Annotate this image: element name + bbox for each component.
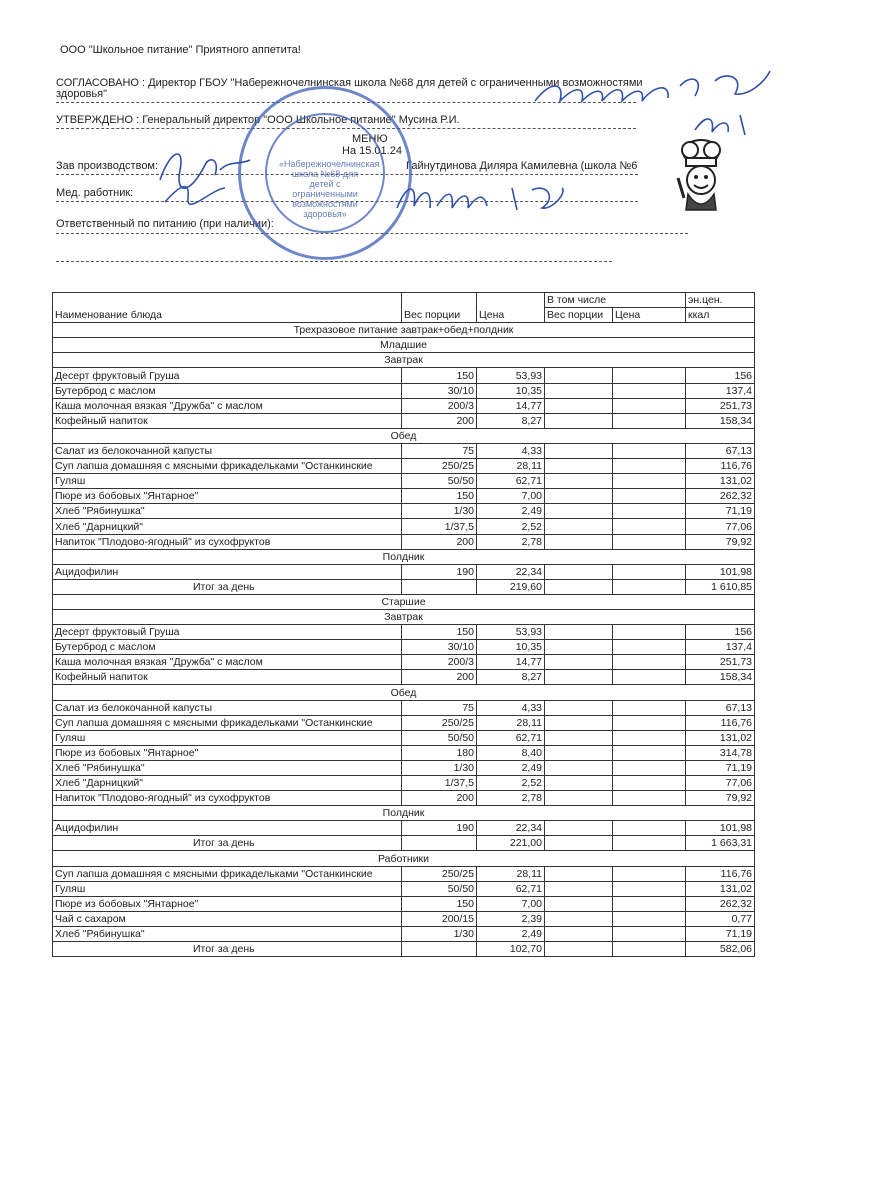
sub-weight-cell — [545, 413, 613, 428]
sub-price-cell — [613, 640, 686, 655]
dish-energy: 67,13 — [686, 443, 755, 458]
dish-energy: 156 — [686, 625, 755, 640]
medic-label: Мед. работник: — [56, 187, 134, 199]
sub-price-cell — [613, 398, 686, 413]
table-row — [53, 474, 755, 489]
dish-name: Хлеб "Рябинушка" — [53, 926, 402, 941]
dish-energy: 71,19 — [686, 760, 755, 775]
agreed-line: СОГЛАСОВАНО : Директор ГБОУ "Набережночелнинская школа №68 для детей с ограниченными возможностями — [56, 77, 643, 89]
production-label: Зав производством: — [56, 160, 159, 172]
dish-price: 7,00 — [477, 896, 545, 911]
sub-weight-cell — [545, 640, 613, 655]
sub-price-cell — [613, 579, 686, 594]
table-row — [53, 504, 755, 519]
signature-production — [150, 140, 260, 210]
dish-weight: 200/3 — [402, 655, 477, 670]
dish-weight: 30/10 — [402, 640, 477, 655]
dish-price: 28,11 — [477, 866, 545, 881]
agreed-line-cont: здоровья" — [56, 88, 108, 100]
sub-weight-cell — [545, 715, 613, 730]
dish-energy: 116,76 — [686, 715, 755, 730]
dish-name: Пюре из бобовых "Янтарное" — [53, 896, 402, 911]
dish-name: Ацидофилин — [53, 821, 402, 836]
dish-name: Десерт фруктовый Груша — [53, 625, 402, 640]
dish-name: Кофейный напиток — [53, 670, 402, 685]
sub-weight-cell — [545, 443, 613, 458]
menu-date: На 15.01.24 — [342, 145, 402, 157]
dish-price: 62,71 — [477, 730, 545, 745]
header-price: Цена — [477, 293, 545, 323]
dish-price: 2,52 — [477, 776, 545, 791]
dish-price: 2,49 — [477, 760, 545, 775]
dish-price: 7,00 — [477, 489, 545, 504]
dish-name: Пюре из бобовых "Янтарное" — [53, 745, 402, 760]
sub-weight-cell — [545, 504, 613, 519]
sub-price-cell — [613, 791, 686, 806]
dish-name: Гуляш — [53, 730, 402, 745]
sub-price-cell — [613, 821, 686, 836]
dish-weight: 150 — [402, 368, 477, 383]
dish-name: Десерт фруктовый Груша — [53, 368, 402, 383]
sub-price-cell — [613, 776, 686, 791]
dish-weight: 250/25 — [402, 459, 477, 474]
total-row — [53, 942, 755, 957]
table-row — [53, 896, 755, 911]
section-row — [53, 851, 755, 866]
dish-weight: 250/25 — [402, 715, 477, 730]
dish-weight: 200 — [402, 791, 477, 806]
dish-name: Каша молочная вязкая "Дружба" с маслом — [53, 398, 402, 413]
dish-price: 14,77 — [477, 655, 545, 670]
divider — [56, 261, 612, 262]
dish-weight: 50/50 — [402, 881, 477, 896]
table-row — [53, 398, 755, 413]
table-row — [53, 866, 755, 881]
dish-energy: 251,73 — [686, 398, 755, 413]
section-title: Работники — [53, 851, 755, 866]
dish-price: 28,11 — [477, 459, 545, 474]
sub-price-cell — [613, 368, 686, 383]
dish-energy: 262,32 — [686, 489, 755, 504]
dish-energy: 79,92 — [686, 791, 755, 806]
section-row — [53, 594, 755, 609]
table-row — [53, 368, 755, 383]
table-row — [53, 791, 755, 806]
sub-weight-cell — [545, 474, 613, 489]
dish-price: 53,93 — [477, 625, 545, 640]
sub-price-cell — [613, 625, 686, 640]
dish-price: 2,49 — [477, 504, 545, 519]
dish-weight: 1/37,5 — [402, 519, 477, 534]
header-energy-1: эн.цен. — [686, 293, 755, 308]
table-row — [53, 760, 755, 775]
section-row — [53, 806, 755, 821]
dish-weight: 200/3 — [402, 398, 477, 413]
total-weight — [402, 836, 477, 851]
table-row — [53, 911, 755, 926]
sub-weight-cell — [545, 760, 613, 775]
dish-weight: 200/15 — [402, 911, 477, 926]
table-row — [53, 640, 755, 655]
total-energy: 582,06 — [686, 942, 755, 957]
dish-price: 4,33 — [477, 443, 545, 458]
dish-weight: 180 — [402, 745, 477, 760]
sub-price-cell — [613, 459, 686, 474]
dish-name: Бутерброд с маслом — [53, 383, 402, 398]
dish-weight: 50/50 — [402, 730, 477, 745]
header-weight: Вес порции — [402, 293, 477, 323]
dish-weight: 190 — [402, 821, 477, 836]
table-row — [53, 519, 755, 534]
sub-weight-cell — [545, 564, 613, 579]
dish-weight: 200 — [402, 534, 477, 549]
sub-price-cell — [613, 881, 686, 896]
dish-name: Суп лапша домашняя с мясными фрикадельками "Останкинские — [53, 459, 402, 474]
dish-energy: 156 — [686, 368, 755, 383]
dish-price: 22,34 — [477, 564, 545, 579]
sub-weight-cell — [545, 489, 613, 504]
company-line: ООО "Школьное питание" Приятного аппетита! — [60, 44, 301, 56]
dish-name: Гуляш — [53, 881, 402, 896]
total-label: Итог за день — [53, 836, 402, 851]
header-including: В том числе — [545, 293, 686, 308]
header-energy-2: ккал — [686, 308, 755, 323]
dish-price: 10,35 — [477, 383, 545, 398]
table-row — [53, 489, 755, 504]
table-row — [53, 443, 755, 458]
sub-price-cell — [613, 383, 686, 398]
dish-name: Бутерброд с маслом — [53, 640, 402, 655]
header-sub-price: Цена — [613, 308, 686, 323]
dish-energy: 137,4 — [686, 640, 755, 655]
dish-energy: 158,34 — [686, 413, 755, 428]
dish-weight: 1/30 — [402, 504, 477, 519]
sub-weight-cell — [545, 368, 613, 383]
dish-price: 2,78 — [477, 534, 545, 549]
dish-weight: 200 — [402, 670, 477, 685]
sub-price-cell — [613, 474, 686, 489]
table-row — [53, 413, 755, 428]
approved-line: УТВЕРЖДЕНО : Генеральный директор "ООО Школьное питание" Мусина Р.И. — [56, 114, 460, 126]
section-row — [53, 549, 755, 564]
dish-energy: 137,4 — [686, 383, 755, 398]
menu-title: МЕНЮ — [352, 133, 388, 145]
table-row — [53, 534, 755, 549]
table-row — [53, 564, 755, 579]
sub-weight-cell — [545, 655, 613, 670]
signature-director — [530, 66, 780, 116]
sub-price-cell — [613, 700, 686, 715]
sub-weight-cell — [545, 398, 613, 413]
dish-name: Салат из белокочанной капусты — [53, 443, 402, 458]
dish-energy: 158,34 — [686, 670, 755, 685]
dish-price: 22,34 — [477, 821, 545, 836]
sub-price-cell — [613, 564, 686, 579]
sub-price-cell — [613, 443, 686, 458]
total-energy: 1 610,85 — [686, 579, 755, 594]
sub-price-cell — [613, 866, 686, 881]
table-row — [53, 881, 755, 896]
sub-weight-cell — [545, 625, 613, 640]
total-label: Итог за день — [53, 942, 402, 957]
header-sub-weight: Вес порции — [545, 308, 613, 323]
total-weight — [402, 942, 477, 957]
sub-price-cell — [613, 760, 686, 775]
stamp-text: «Набережночелнинская школа №68 для детей с ограниченными возможностями здоровья» — [279, 159, 380, 219]
section-title: Завтрак — [53, 353, 755, 368]
dish-weight: 50/50 — [402, 474, 477, 489]
sub-weight-cell — [545, 519, 613, 534]
dish-price: 2,49 — [477, 926, 545, 941]
dish-weight: 150 — [402, 489, 477, 504]
dish-price: 8,40 — [477, 745, 545, 760]
chef-logo-icon — [672, 138, 730, 214]
section-title: Старшие — [53, 594, 755, 609]
dish-energy: 116,76 — [686, 866, 755, 881]
dish-name: Хлеб "Рябинушка" — [53, 504, 402, 519]
sub-weight-cell — [545, 670, 613, 685]
signature-medic — [392, 178, 612, 218]
sub-price-cell — [613, 911, 686, 926]
section-title: Завтрак — [53, 609, 755, 624]
total-weight — [402, 579, 477, 594]
sub-price-cell — [613, 413, 686, 428]
sub-price-cell — [613, 730, 686, 745]
table-row — [53, 926, 755, 941]
dish-price: 8,27 — [477, 413, 545, 428]
dish-name: Суп лапша домашняя с мясными фрикадельками "Останкинские — [53, 866, 402, 881]
dish-weight: 200 — [402, 413, 477, 428]
dish-weight: 75 — [402, 443, 477, 458]
total-price: 221,00 — [477, 836, 545, 851]
sub-weight-cell — [545, 534, 613, 549]
table-row — [53, 730, 755, 745]
dish-price: 14,77 — [477, 398, 545, 413]
sub-weight-cell — [545, 791, 613, 806]
dish-name: Чай с сахаром — [53, 911, 402, 926]
table-header-row — [53, 293, 755, 308]
sub-weight-cell — [545, 700, 613, 715]
table-row — [53, 625, 755, 640]
table-row — [53, 821, 755, 836]
dish-energy: 101,98 — [686, 564, 755, 579]
table-row — [53, 655, 755, 670]
table-row — [53, 776, 755, 791]
dish-name: Пюре из бобовых "Янтарное" — [53, 489, 402, 504]
section-title: Трехразовое питание завтрак+обед+полдник — [53, 323, 755, 338]
dish-energy: 77,06 — [686, 776, 755, 791]
dish-name: Суп лапша домашняя с мясными фрикадельками "Останкинские — [53, 715, 402, 730]
menu-table — [52, 292, 755, 957]
sub-price-cell — [613, 534, 686, 549]
section-title: Полдник — [53, 549, 755, 564]
sub-weight-cell — [545, 911, 613, 926]
dish-price: 28,11 — [477, 715, 545, 730]
sub-price-cell — [613, 942, 686, 957]
sub-price-cell — [613, 655, 686, 670]
dish-name: Напиток "Плодово-ягодный" из сухофруктов — [53, 534, 402, 549]
sub-price-cell — [613, 745, 686, 760]
dish-energy: 101,98 — [686, 821, 755, 836]
sub-weight-cell — [545, 926, 613, 941]
table-row — [53, 715, 755, 730]
total-row — [53, 836, 755, 851]
total-price: 219,60 — [477, 579, 545, 594]
dish-energy: 262,32 — [686, 896, 755, 911]
section-row — [53, 428, 755, 443]
dish-price: 4,33 — [477, 700, 545, 715]
dish-price: 10,35 — [477, 640, 545, 655]
dish-name: Гуляш — [53, 474, 402, 489]
dish-weight: 150 — [402, 896, 477, 911]
dish-price: 8,27 — [477, 670, 545, 685]
dish-name: Хлеб "Дарницкий" — [53, 776, 402, 791]
sub-weight-cell — [545, 579, 613, 594]
organization-stamp — [238, 86, 412, 260]
section-title: Обед — [53, 685, 755, 700]
sub-weight-cell — [545, 383, 613, 398]
responsible-label: Ответственный по питанию (при наличии): — [56, 218, 274, 230]
sub-weight-cell — [545, 866, 613, 881]
sub-weight-cell — [545, 881, 613, 896]
dish-price: 53,93 — [477, 368, 545, 383]
dish-energy: 67,13 — [686, 700, 755, 715]
dish-name: Ацидофилин — [53, 564, 402, 579]
sub-weight-cell — [545, 459, 613, 474]
sub-weight-cell — [545, 896, 613, 911]
dish-price: 2,52 — [477, 519, 545, 534]
section-row — [53, 338, 755, 353]
dish-name: Каша молочная вязкая "Дружба" с маслом — [53, 655, 402, 670]
table-row — [53, 670, 755, 685]
section-row — [53, 609, 755, 624]
section-row — [53, 353, 755, 368]
sub-weight-cell — [545, 730, 613, 745]
dish-weight: 1/30 — [402, 760, 477, 775]
dish-weight: 1/30 — [402, 926, 477, 941]
dish-weight: 190 — [402, 564, 477, 579]
total-row — [53, 579, 755, 594]
total-label: Итог за день — [53, 579, 402, 594]
header-name: Наименование блюда — [53, 293, 402, 323]
sub-weight-cell — [545, 942, 613, 957]
dish-energy: 314,78 — [686, 745, 755, 760]
stamp-inner-ring — [265, 113, 385, 233]
dish-weight: 30/10 — [402, 383, 477, 398]
total-price: 102,70 — [477, 942, 545, 957]
dish-name: Салат из белокочанной капусты — [53, 700, 402, 715]
dish-energy: 116,76 — [686, 459, 755, 474]
dish-price: 2,39 — [477, 911, 545, 926]
sub-price-cell — [613, 670, 686, 685]
signature-approved — [690, 110, 760, 140]
total-energy: 1 663,31 — [686, 836, 755, 851]
sub-price-cell — [613, 489, 686, 504]
dish-weight: 250/25 — [402, 866, 477, 881]
table-row — [53, 745, 755, 760]
dish-weight: 1/37,5 — [402, 776, 477, 791]
dish-name: Напиток "Плодово-ягодный" из сухофруктов — [53, 791, 402, 806]
dish-name: Хлеб "Дарницкий" — [53, 519, 402, 534]
sub-weight-cell — [545, 821, 613, 836]
dish-energy: 71,19 — [686, 926, 755, 941]
sub-weight-cell — [545, 745, 613, 760]
section-title: Обед — [53, 428, 755, 443]
sub-weight-cell — [545, 776, 613, 791]
menu-table-body — [53, 323, 755, 957]
dish-energy: 79,92 — [686, 534, 755, 549]
dish-energy: 251,73 — [686, 655, 755, 670]
table-row — [53, 383, 755, 398]
dish-energy: 131,02 — [686, 730, 755, 745]
section-title: Младшие — [53, 338, 755, 353]
sub-price-cell — [613, 836, 686, 851]
dish-energy: 131,02 — [686, 474, 755, 489]
dish-price: 2,78 — [477, 791, 545, 806]
section-title: Полдник — [53, 806, 755, 821]
dish-energy: 71,19 — [686, 504, 755, 519]
sub-price-cell — [613, 519, 686, 534]
sub-price-cell — [613, 926, 686, 941]
sub-price-cell — [613, 896, 686, 911]
sub-price-cell — [613, 715, 686, 730]
dish-weight: 150 — [402, 625, 477, 640]
sub-price-cell — [613, 504, 686, 519]
sub-weight-cell — [545, 836, 613, 851]
production-name: Гайнутдинова Диляра Камилевна (школа №6 — [406, 160, 638, 172]
dish-price: 62,71 — [477, 881, 545, 896]
dish-name: Кофейный напиток — [53, 413, 402, 428]
section-row — [53, 323, 755, 338]
dish-energy: 131,02 — [686, 881, 755, 896]
dish-name: Хлеб "Рябинушка" — [53, 760, 402, 775]
dish-energy: 77,06 — [686, 519, 755, 534]
dish-price: 62,71 — [477, 474, 545, 489]
dish-weight: 75 — [402, 700, 477, 715]
table-row — [53, 459, 755, 474]
dish-energy: 0,77 — [686, 911, 755, 926]
table-row — [53, 700, 755, 715]
section-row — [53, 685, 755, 700]
